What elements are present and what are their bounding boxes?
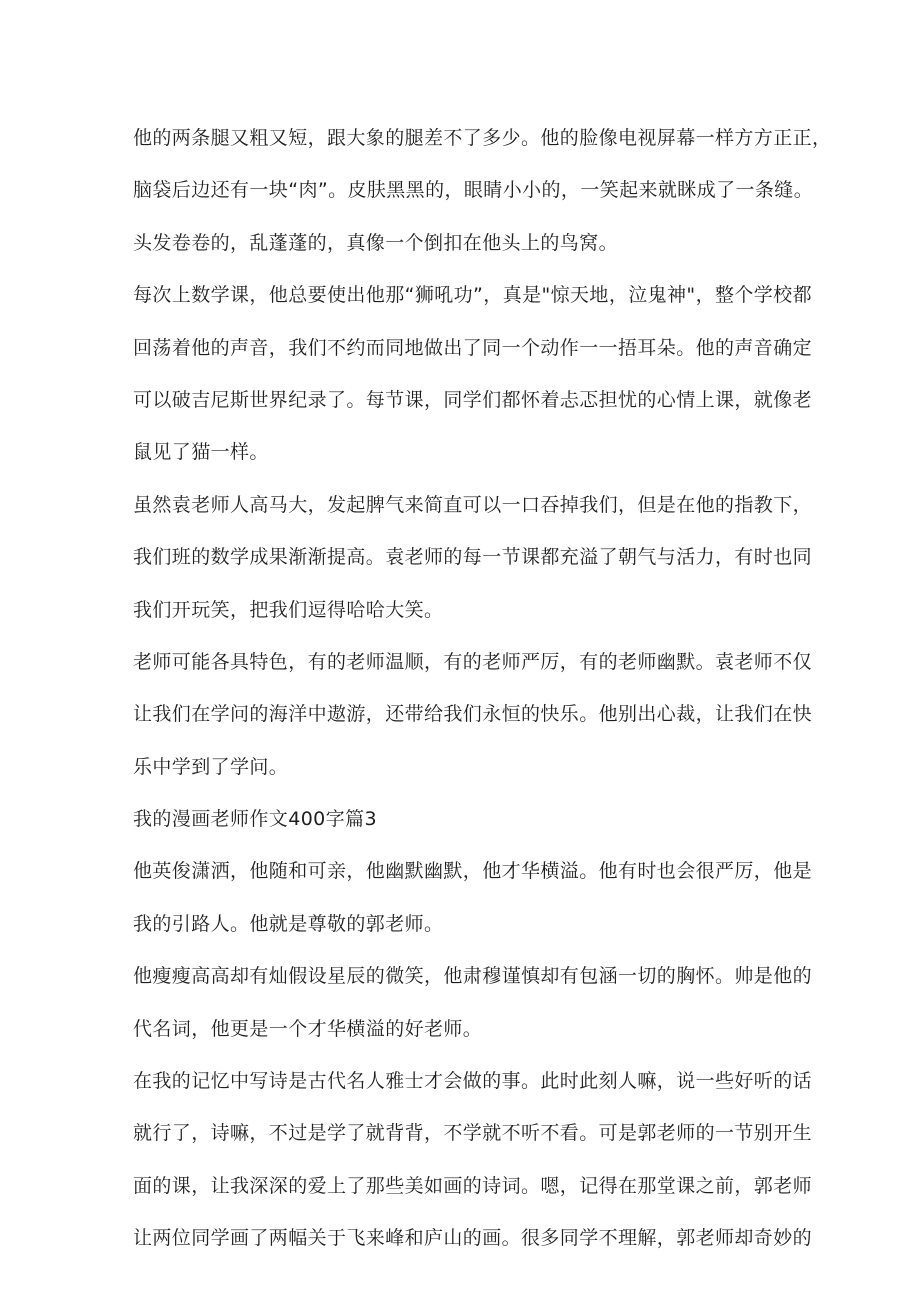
- text-line: 在我的记忆中写诗是古代名人雅士才会做的事。此时此刻人嘛，说一些好听的话: [133, 1070, 813, 1093]
- text-line: 头发卷卷的，乱蓬蓬的，真像一个倒扣在他头上的鸟窝。: [133, 231, 619, 254]
- text-line: 可以破吉尼斯世界纪录了。每节课，同学们都怀着忐忑担忧的心情上课，就像老: [133, 388, 813, 411]
- text-line: 让两位同学画了两幅关于飞来峰和庐山的画。很多同学不理解，郭老师却奇妙的: [133, 1227, 813, 1250]
- text-line: 我们班的数学成果渐渐提高。袁老师的每一节课都充溢了朝气与活力，有时也同: [133, 546, 813, 569]
- section-heading: 我的漫画老师作文400字篇3: [133, 808, 377, 831]
- text-line: 我们开玩笑，把我们逗得哈哈大笑。: [133, 598, 444, 621]
- text-line: 让我们在学问的海洋中遨游，还带给我们永恒的快乐。他别出心裁，让我们在快: [133, 703, 813, 726]
- text-line: 乐中学到了学问。: [133, 755, 289, 778]
- text-line: 每次上数学课，他总要使出他那“狮吼功”，真是"惊天地，泣鬼神"，整个学校都: [133, 284, 812, 307]
- text-line: 他的两条腿又粗又短，跟大象的腿差不了多少。他的脸像电视屏幕一样方方正正，: [133, 127, 832, 149]
- text-line: 虽然袁老师人高马大，发起脾气来简直可以一口吞掉我们，但是在他的指教下，: [133, 493, 813, 516]
- document-body: [133, 112, 832, 1265]
- text-line: 代名词，他更是一个才华横溢的好老师。: [133, 1017, 483, 1040]
- text-line: 就行了，诗嘛，不过是学了就背背，不学就不听不看。可是郭老师的一节别开生: [133, 1122, 813, 1145]
- text-line: 鼠见了猫一样。: [133, 441, 269, 464]
- text-line: 回荡着他的声音，我们不约而同地做出了同一个动作一一捂耳朵。他的声音确定: [133, 336, 813, 359]
- text-line: 老师可能各具特色，有的老师温顺，有的老师严厉，有的老师幽默。袁老师不仅: [133, 650, 813, 673]
- text-line: 他英俊潇洒，他随和可亲，他幽默幽默，他才华横溢。他有时也会很严厉，他是: [133, 860, 813, 883]
- text-line: 他瘦瘦高高却有灿假设星辰的微笑，他肃穆谨慎却有包涵一切的胸怀。帅是他的: [133, 965, 813, 988]
- text-line: 面的课，让我深深的爱上了那些美如画的诗词。嗯，记得在那堂课之前，郭老师: [133, 1174, 813, 1197]
- text-line: 脑袋后边还有一块“肉”。皮肤黑黑的，眼睛小小的，一笑起来就眯成了一条缝。: [133, 179, 814, 202]
- text-line: 我的引路人。他就是尊敬的郭老师。: [133, 912, 444, 935]
